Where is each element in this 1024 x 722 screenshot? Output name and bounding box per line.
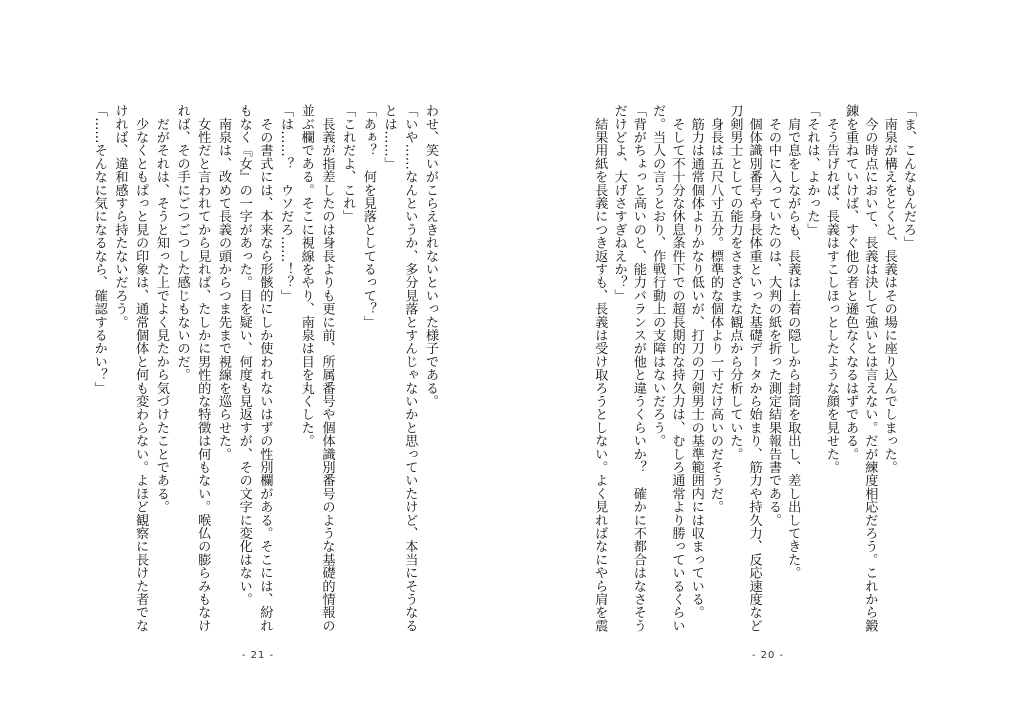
- text-line: 結果用紙を長義につき返すも、長義は受け取ろうとしない。よく見ればなにやら肩を震: [592, 104, 608, 632]
- text-line: 南泉は、改めて長義の頭からつま先まで視線を巡らせた。: [215, 104, 231, 461]
- text-line: その書式には、本来なら形骸的にしか使われないはずの性別欄がある。そこには、紛れ: [257, 104, 273, 632]
- text-line: 身長は五尺八寸五分。標準的な個体より一寸だけ高いのだそうだ。: [708, 104, 724, 514]
- text-line: 刀剣男士としての能力をさまざまな観点から分析していた。: [727, 104, 743, 461]
- text-line: 今の時点において、長義は決して強いとは言えない。だが練度相応だろう。これから鍛: [862, 104, 878, 632]
- page-20-body: [590, 104, 918, 640]
- text-line: 長義が指差したのは身長よりも更に前、所属番号や個体識別番号のような基礎的情報の: [319, 104, 335, 632]
- text-line: 少なくともぱっと見の印象は、通常個体と何も変わらない。よほど観察に長けた者でな: [133, 104, 149, 632]
- text-line: だ。当人の言うとおり、作戦行動上の支障はないだろう。: [650, 104, 666, 448]
- page-21-body: [88, 104, 440, 640]
- text-line: ければ、違和感すら持たないだろう。: [112, 104, 128, 329]
- text-line: 「背がちょっと高いのと、能力バランスが他と違うくらいか？ 確かに不都合はなさそう: [630, 104, 646, 632]
- text-line: だがそれは、そうと知った上でよく見たから気づけたことである。: [153, 104, 169, 514]
- text-line: 「それは、よかった」: [804, 104, 820, 236]
- text-line: 筋力は通常個体よりかなり低いが、打刀の刀剣男士の基準範囲内には収まっている。: [688, 104, 704, 619]
- text-line: 「……そんなに気になるなら、確認するかい？」: [91, 104, 107, 395]
- text-line: 並ぶ欄である。そこに視線をやり、南泉は目を丸くした。: [298, 104, 314, 448]
- text-line: 「これだよ、これ」: [340, 104, 356, 223]
- text-line: 個体識別番号や身長体重といった基礎データから始まり、筋力や持久力、反応速度など: [746, 104, 762, 632]
- text-line: 南泉が構えをとくと、長義はその場に座り込んでしまった。: [881, 104, 897, 474]
- text-line: 「ま、こんなもんだろ」: [901, 104, 916, 250]
- text-line: だけどよ、大げさすぎねえか？」: [611, 104, 627, 302]
- text-line: その中に入っていたのは、大判の紙を折った測定結果報告書である。: [765, 104, 781, 527]
- text-line: れば、その手にごつごつした感じもないのだ。: [174, 104, 190, 382]
- text-line: もなく『女』の一字があった。目を疑い、何度も見返すが、その文字に変化はない。: [236, 104, 252, 606]
- text-line: 肩で息をしながらも、長義は上着の隠しから封筒を取出し、差し出してきた。: [785, 104, 801, 580]
- text-line: そして不十分な休息条件下での超長期的な持久力は、むしろ通常より勝っているくらい: [669, 104, 685, 632]
- text-line: 錬を重ねていけば、すぐ他の者と遜色なくなるはずである。: [843, 104, 859, 461]
- text-line: そう告げれば、長義はすこしほっとしたような顔を見せた。: [823, 104, 839, 474]
- text-line: 女性だと言われてから見れば、たしかに男性的な特徴は何もない。喉仏の膨らみもなけ: [195, 104, 211, 632]
- text-line: 「あぁ？ 何を見落としてるって？」: [360, 104, 376, 329]
- text-line: 「は……？ ウソだろ……！？」: [278, 104, 294, 302]
- text-line: とは……」: [381, 104, 397, 170]
- text-line: 「いや……なんというか、多分見落とすんじゃないかと思っていたけど、本当にそうなる: [402, 104, 418, 632]
- page-number-21: - 21 -: [241, 650, 275, 661]
- text-line: わせ、笑いがこらえきれないといった様子である。: [423, 104, 438, 408]
- page-number-20: - 20 -: [751, 650, 785, 661]
